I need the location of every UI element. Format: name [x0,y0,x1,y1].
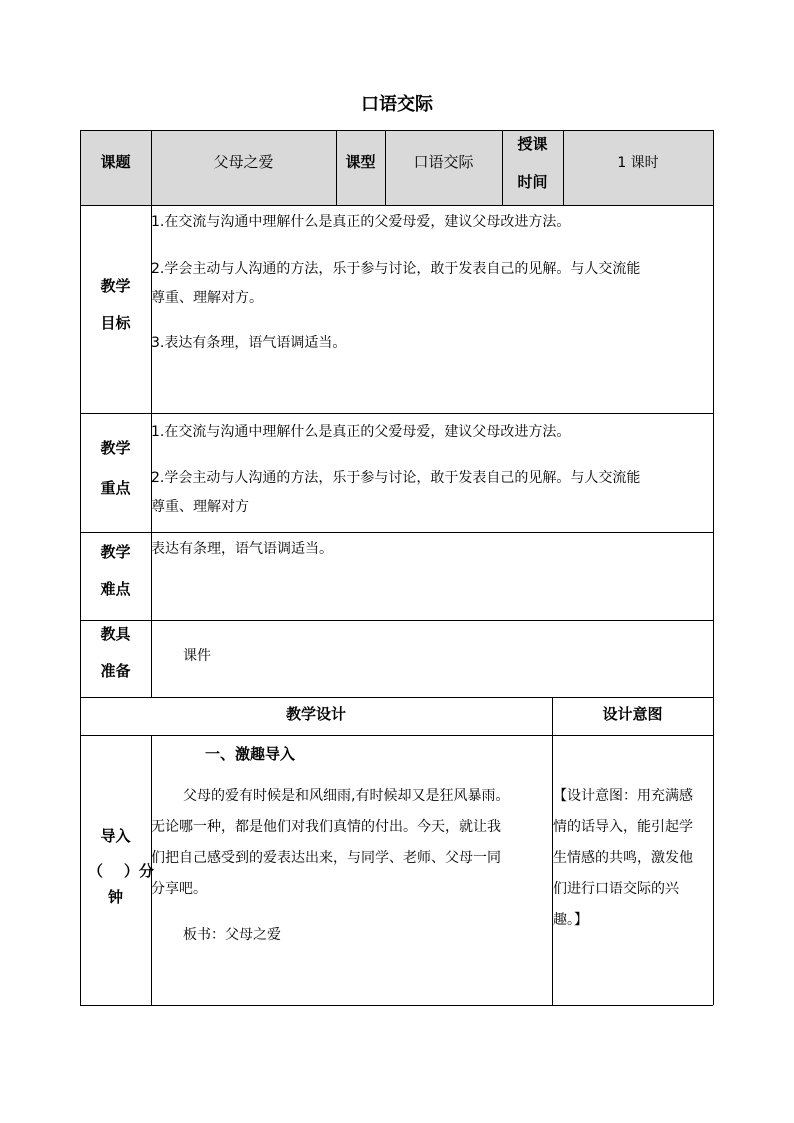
intro-line: 父母的爱有时候是和风细雨,有时候却又是狂风暴雨。 [183,788,510,804]
table-border-bottom [80,1005,713,1006]
materials-text: 课件 [183,648,211,664]
table-border-left [80,130,81,1005]
row-divider [80,697,713,698]
objective-item: 2.学会主动与人沟通的方法，乐于参与讨论，敢于发表自己的见解。与人交流能 [151,261,641,277]
keypoint-item: 尊重、理解对方 [151,499,249,515]
objective-item: 3.表达有条理，语气语调适当。 [151,335,347,351]
keypoint-item: 1.在交流与沟通中理解什么是真正的父爱母爱，建议父母改进方法。 [151,424,571,440]
type-label: 课型 [345,153,376,171]
page-title: 口语交际 [361,94,433,115]
topic-label: 课题 [100,153,131,171]
intro-label-line1: 导入 [100,827,131,845]
row-divider [80,620,713,621]
keypoint-item: 2.学会主动与人沟通的方法，乐于参与讨论，敢于发表自己的见解。与人交流能 [151,470,641,486]
topic-value: 父母之爱 [213,153,274,171]
intro-line: 们把自己感受到的爱表达出来，与同学、老师、父母一同 [151,850,501,866]
intro-board: 板书：父母之爱 [183,927,281,943]
type-value: 口语交际 [413,153,474,171]
row-divider [80,205,713,206]
row-divider [80,413,713,414]
materials-label-line1: 教具 [100,625,131,643]
keypoints-label-line1: 教学 [100,439,131,457]
intro-label-line3: 钟 [107,888,123,906]
objective-item: 1.在交流与沟通中理解什么是真正的父爱母爱，建议父母改进方法。 [151,214,571,230]
difficulties-text: 表达有条理，语气语调适当。 [151,541,333,557]
table-border-right [713,130,714,1005]
keypoints-label-line2: 重点 [100,479,131,497]
time-label-line1: 授课 [517,135,548,153]
difficulties-label-line2: 难点 [100,580,131,598]
row-divider [80,532,713,533]
intro-line: 分享吧。 [151,881,207,897]
objectives-label-line2: 目标 [100,314,131,332]
intent-line: 情的话导入，能引起学 [553,819,693,835]
objective-item: 尊重、理解对方。 [151,290,263,306]
time-value: 1 课时 [617,155,659,171]
intent-line: 趣。】 [553,912,588,928]
design-header-right: 设计意图 [602,705,663,723]
table-border-top [80,130,713,131]
row-divider [80,735,713,736]
intent-line: 【设计意图：用充满感 [553,788,693,804]
objectives-label-line1: 教学 [100,277,131,295]
intro-line: 无论哪一种，都是他们对我们真情的付出。今天，就让我 [151,819,501,835]
difficulties-label-line1: 教学 [100,543,131,561]
materials-label-line2: 准备 [100,662,131,680]
intent-line: 们进行口语交际的兴 [553,881,679,897]
time-label-line2: 时间 [517,173,548,191]
design-header-left: 教学设计 [285,705,346,723]
intent-line: 生情感的共鸣，激发他 [553,850,693,866]
intro-heading: 一、激趣导入 [205,745,296,763]
intro-label-line2: （ ）分 [88,862,154,880]
